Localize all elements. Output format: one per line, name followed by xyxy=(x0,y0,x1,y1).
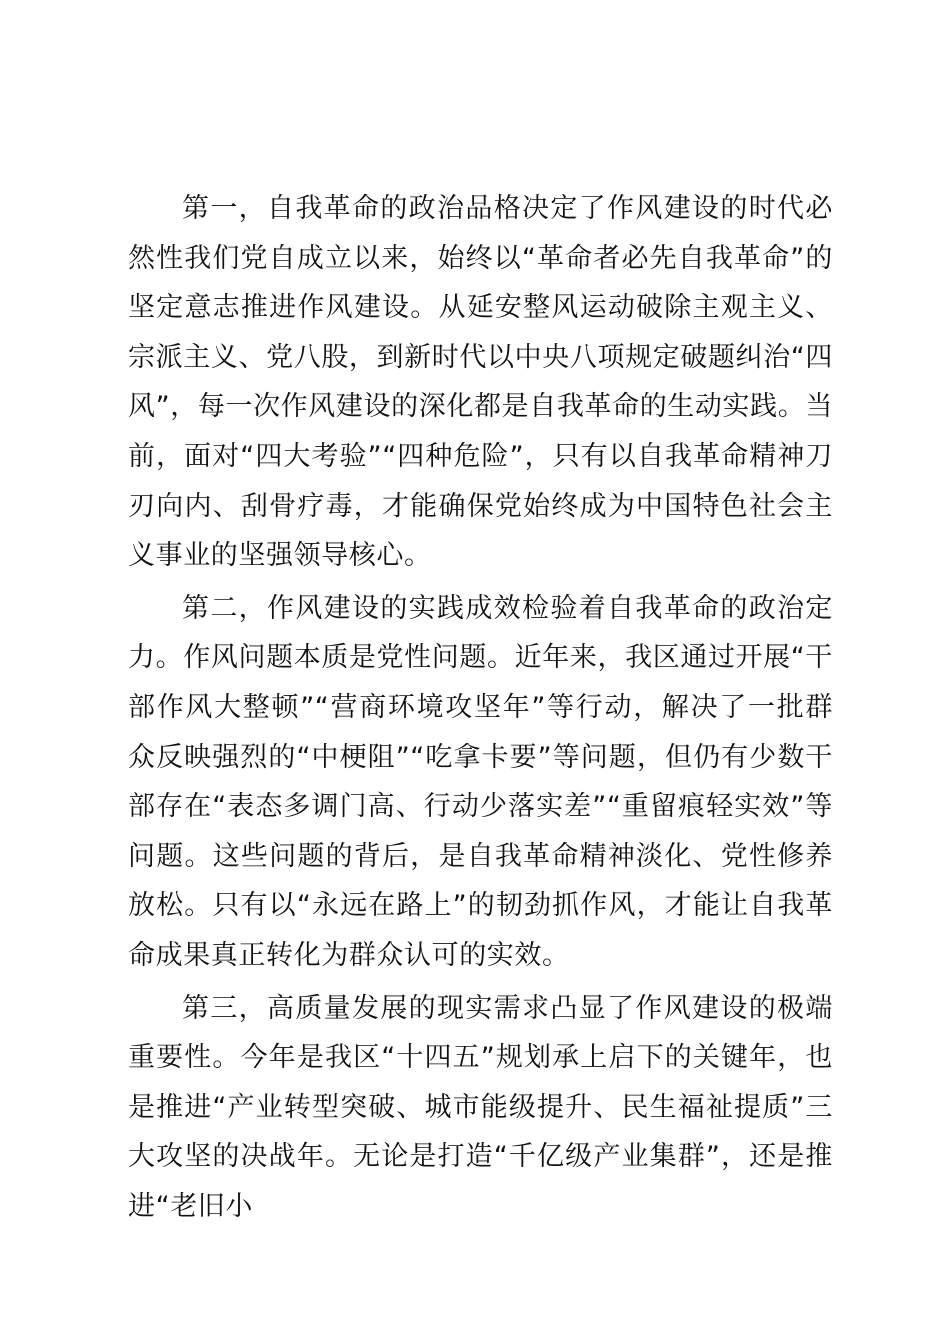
paragraph-third-point: 第三，高质量发展的现实需求凸显了作风建设的极端重要性。今年是我区“十四五”规划承上启下的关键年，也是推进“产业转型突破、城市能级提升、民生福祉提质”三大攻坚的决战年。无论是打造“千亿级产业集群”，还是推进“老旧小 xyxy=(128,992,833,1222)
paragraph-second-point: 第二，作风建设的实践成效检验着自我革命的政治定力。作风问题本质是党性问题。近年来，我区通过开展“干部作风大整顿”“营商环境攻坚年”等行动，解决了一批群众反映强烈的“中梗阻”“吃拿卡要”等问题，但仍有少数干部存在“表态多调门高、行动少落实差”“重留痕轻实效”等问题。这些问题的背后，是自我革命精神淡化、党性修养放松。只有以“永远在路上”的韧劲抓作风，才能让自我革命成果真正转化为群众认可的实效。 xyxy=(128,592,833,971)
paragraph-first-point: 第一，自我革命的政治品格决定了作风建设的时代必然性我们党自成立以来，始终以“革命者必先自我革命”的坚定意志推进作风建设。从延安整风运动破除主观主义、宗派主义、党八股，到新时代以中央八项规定破题纠治“四风”，每一次作风建设的深化都是自我革命的生动实践。当前，面对“四大考验”“四种危险”，只有以自我革命精神刀刃向内、刮骨疗毒，才能确保党始终成为中国特色社会主义事业的坚强领导核心。 xyxy=(128,193,833,572)
document-body xyxy=(128,184,833,1234)
